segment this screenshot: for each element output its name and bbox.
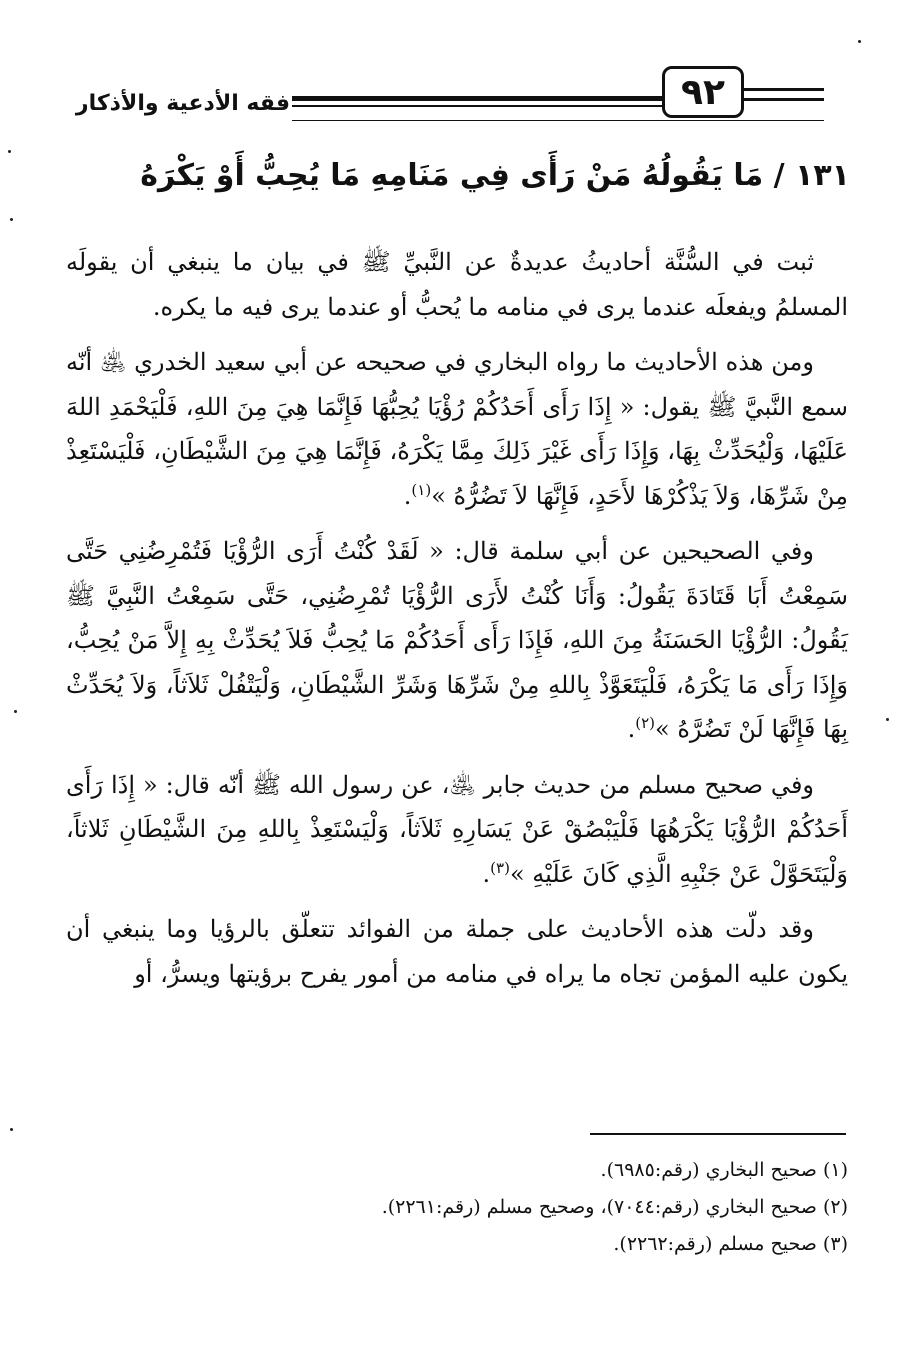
paragraph-text: وفي الصحيحين عن أبي سلمة قال: « لَقَدْ كُنْتُ أَرَى الرُّؤْيَا فَتُمْرِضُنِي حَتَّى سَمِعْتُ أَبَا قَتَادَةَ يَقُولُ: وَأَنَا كُنْتُ لأَرَى الرُّؤْيَا تُمْرِضُنِي، حَتَّى سَمِعْتُ النَّبِيَّ ﷺ يَقُولُ: الرُّؤْيَا الحَسَنَةُ مِنَ اللهِ، فَإِذَا رَأَى أَحَدُكُمْ مَا يُحِبُّ فَلاَ يُحَدِّثْ بِهِ إِلاَّ مَنْ يُحِبُّ، وَإِذَا رَأَى مَا يَكْرَهُ، فَلْيَتَعَوَّذْ بِاللهِ مِنْ شَرِّهَا وَشَرِّ الشَّيْطَانِ، وَلْيَتْفُلْ ثَلاَثاً، وَلاَ يُحَدِّثْ بِهَا فَإِنَّهَا لَنْ تَضُرَّهُ » bbox=[66, 537, 848, 743]
header-rule-left-top bbox=[292, 96, 662, 101]
paragraph: ومن هذه الأحاديث ما رواه البخاري في صحيحه عن أبي سعيد الخدري ﵁ أنّه سمع النَّبيَّ ﷺ يقول: « إِذَا رَأَى أَحَدُكُمْ رُؤْيَا يُحِبُّهَا فَإِنَّمَا هِيَ مِنَ اللهِ، فَلْيَحْمَدِ اللهَ عَلَيْهَا، وَلْيُحَدِّثْ بِهَا، وَإِذَا رَأَى غَيْرَ ذَلِكَ مِمَّا يَكْرَهُ، فَإِنَّمَا هِيَ مِنَ الشَّيْطَانِ، فَلْيَسْتَعِذْ مِنْ شَرِّهَا، وَلاَ يَذْكُرْهَا لأَحَدٍ، فَإِنَّهَا لاَ تَضُرُّهُ »$^{(١)}$. bbox=[66, 348, 848, 510]
footnote-separator bbox=[590, 1133, 846, 1135]
footnote-mark: (٢) bbox=[635, 714, 656, 732]
footnote: (٢) صحيح البخاري (رقم:٧٠٤٤)، وصحيح مسلم (رقم:٢٢٦١). bbox=[381, 1196, 848, 1218]
paragraph bbox=[66, 907, 848, 996]
scan-speck bbox=[10, 218, 13, 221]
body-text bbox=[66, 240, 848, 1007]
paragraph: وفي الصحيحين عن أبي سلمة قال: « لَقَدْ كُنْتُ أَرَى الرُّؤْيَا فَتُمْرِضُنِي حَتَّى سَمِعْتُ أَبَا قَتَادَةَ يَقُولُ: وَأَنَا كُنْتُ لأَرَى الرُّؤْيَا تُمْرِضُنِي، حَتَّى سَمِعْتُ النَّبِيَّ ﷺ يَقُولُ: الرُّؤْيَا الحَسَنَةُ مِنَ اللهِ، فَإِذَا رَأَى أَحَدُكُمْ مَا يُحِبُّ فَلاَ يُحَدِّثْ بِهِ إِلاَّ مَنْ يُحِبُّ، وَإِذَا رَأَى مَا يَكْرَهُ، فَلْيَتَعَوَّذْ بِاللهِ مِنْ شَرِّهَا وَشَرِّ الشَّيْطَانِ، وَلْيَتْفُلْ ثَلاَثاً، وَلاَ يُحَدِّثْ بِهَا فَإِنَّهَا لَنْ تَضُرَّهُ »$^{(٢)}$. bbox=[66, 537, 848, 743]
header-rule-right-top bbox=[744, 88, 824, 91]
paragraph bbox=[66, 240, 848, 329]
header-rule-left-bottom bbox=[292, 105, 662, 107]
header-rule-right-bottom bbox=[744, 98, 824, 101]
scan-speck bbox=[8, 150, 11, 153]
paragraph-text: وقد دلّت هذه الأحاديث على جملة من الفوائد تتعلّق بالرؤيا وما ينبغي أن يكون عليه المؤمن تجاه ما يراه في منامه من أمور يفرح برؤيتها ويسرُّ، أو bbox=[66, 915, 848, 988]
section-title: ١٣١ / مَا يَقُولُهُ مَنْ رَأَى فِي مَنَامِهِ مَا يُحِبُّ أَوْ يَكْرَهُ bbox=[140, 158, 850, 193]
footnote: (٣) صحيح مسلم (رقم:٢٢٦٢). bbox=[613, 1233, 848, 1255]
footnote: (١) صحيح البخاري (رقم:٦٩٨٥). bbox=[600, 1159, 848, 1181]
page-number: ٩٢ bbox=[662, 66, 744, 118]
scan-speck bbox=[858, 40, 861, 43]
footnote-mark: (١) bbox=[411, 480, 432, 499]
paragraph: وفي صحيح مسلم من حديث جابر ﵁، عن رسول الله ﷺ أنّه قال: « إِذَا رَأَى أَحَدُكُمْ الرُّؤْيَا يَكْرَهُهَا فَلْيَبْصُقْ عَنْ يَسَارِهِ ثَلاَثاً، وَلْيَسْتَعِذْ بِاللهِ مِنَ الشَّيْطَانِ ثَلاثاً، وَلْيَتَحَوَّلْ عَنْ جَنْبِهِ الَّذِي كَانَ عَلَيْهِ »$^{(٣)}$. bbox=[66, 770, 848, 888]
paragraph-text: ومن هذه الأحاديث ما رواه البخاري في صحيحه عن أبي سعيد الخدري ﵁ أنّه سمع النَّبيَّ ﷺ يقول: « إِذَا رَأَى أَحَدُكُمْ رُؤْيَا يُحِبُّهَا فَإِنَّمَا هِيَ مِنَ اللهِ، فَلْيَحْمَدِ اللهَ عَلَيْهَا، وَلْيُحَدِّثْ بِهَا، وَإِذَا رَأَى غَيْرَ ذَلِكَ مِمَّا يَكْرَهُ، فَإِنَّمَا هِيَ مِنَ الشَّيْطَانِ، فَلْيَسْتَعِذْ مِنْ شَرِّهَا، وَلاَ يَذْكُرْهَا لأَحَدٍ، فَإِنَّهَا لاَ تَضُرُّهُ » bbox=[66, 348, 848, 510]
scan-speck bbox=[886, 718, 889, 721]
paragraph-text: ثبت في السُّنَّة أحاديثُ عديدةٌ عن النَّبيِّ ﷺ في بيان ما ينبغي أن يقولَه المسلمُ ويفعلَه عندما يرى في منامه ما يُحبُّ أو عندما يرى فيه ما يكره. bbox=[66, 248, 848, 321]
scan-speck bbox=[10, 1128, 13, 1131]
footnote-mark: (٣) bbox=[490, 858, 510, 877]
footnotes bbox=[66, 1152, 848, 1263]
paragraph-text: وفي صحيح مسلم من حديث جابر ﵁، عن رسول الله ﷺ أنّه قال: « إِذَا رَأَى أَحَدُكُمْ الرُّؤْيَا يَكْرَهُهَا فَلْيَبْصُقْ عَنْ يَسَارِهِ ثَلاَثاً، وَلْيَسْتَعِذْ بِاللهِ مِنَ الشَّيْطَانِ ثَلاثاً، وَلْيَتَحَوَّلْ عَنْ جَنْبِهِ الَّذِي كَانَ عَلَيْهِ » bbox=[66, 770, 848, 888]
header-rule-under bbox=[292, 120, 824, 121]
running-title: فقه الأدعية والأذكار bbox=[75, 91, 290, 116]
scan-speck bbox=[14, 710, 17, 713]
